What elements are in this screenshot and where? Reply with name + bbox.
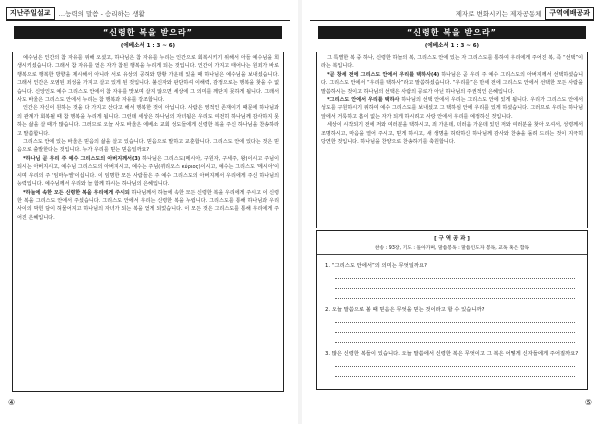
paragraph: 예수님은 인간의 참 자유를 위해 오셨고, 하나님은 참 자유를 누리는 인간으로 회복시키기 위해서 아들 예수님을 희생시키셨습니다. 그래서 참 자유를 얻은 자가 참된 행복을 누리게 되는 것입니다. 인간이 가지고 태어나는 원죄가 바로 행복으로 행복한 방향을 제시해서 아니라 서로 유상의 공허와 방황 가운데 있을 때 하나님은 예수님을 보내셨습니다. 그래서 인간은 오염된 죄성을 가지고 살고 있게 된 것입니다. 불신자와 판단하셔 이해력, 감정으로는 행복을 찾을 수 없습니다. 신앙인도 예수 그리스도 안에서 참 자유를 맛보며 살지 않으면 세상에 그 의미를 깨닫지 못하게 됩니다. 그래서 사도 바울은 그리스도 안에서 누리는 참 행복과 자유를 강조합니다. (17, 55, 279, 104)
right-sermon-title: “신령한 복을 받으라” (318, 26, 586, 39)
right-page (304, 0, 600, 424)
right-header-rule (310, 20, 594, 21)
paragraph: 그 특별한 복 중 하나, 신령한 하늘의 복, 그리스도 안에 있는 자 그리스도를 통하여 우리에게 주어진 복, 즉 “선택”이라는 복입니다. (321, 55, 583, 70)
left-scripture-ref: (에베소서 1 : 3 ~ 6) (120, 43, 176, 49)
bullet-paragraph (17, 189, 279, 223)
answer-line[interactable] (335, 293, 575, 299)
answer-line[interactable] (335, 361, 575, 367)
answer-line[interactable] (335, 327, 575, 333)
left-sermon-body (12, 52, 284, 392)
study-guide-box (316, 230, 588, 390)
left-header-rule (6, 20, 290, 21)
bullet-heading: *하나님 곧 우리 주 예수 그리스도의 아버지께서(3) (23, 155, 141, 162)
answer-line[interactable] (335, 273, 575, 279)
right-header (452, 6, 594, 20)
right-sermon-body (316, 52, 588, 228)
question-2: 2. 오늘 말씀으로 볼 때 믿음은 무엇을 믿는 것이라고 할 수 있습니까? (325, 307, 485, 313)
paragraph: 세상이 시작되기 전에 저와 여러분을 택하시고, 죄 가운데, 더러움 가운데 있던 저와 여러분을 찾아 오셔서, 성령께서 조명하시고, 마음을 열어 주시고, 믿게 하시고, 새 생명을 허락하신 하나님께 감사와 찬송을 돌려 드리는 것이 지극히 당연한 것입니다. 하나님을 찬양으로 찬송하기를 축원합니다. (321, 122, 583, 146)
right-page-number (585, 398, 592, 407)
left-header (6, 6, 149, 20)
bullet-heading: *곧 창세 전에 그리스도 안에서 우리를 택하사(4) (327, 71, 440, 78)
right-header-box: 구역예배공과 (545, 7, 594, 20)
left-sermon-title: “신령한 복을 받으라” (14, 26, 282, 39)
question-3: 3. 많은 신령한 복들이 있습니다. 오늘 말씀에서 신령한 복은 무엇이고 그 복은 어떻게 신자들에게 주어질까요? (325, 351, 579, 357)
answer-line[interactable] (335, 317, 575, 323)
left-header-box: 지난주일설교 (6, 7, 55, 20)
paragraph: 그리스도 안에 있는 바울은 믿음의 삶을 살고 있습니다. 믿음으로 말하고 교훈합니다. 그리스도 안에 있다는 것은 믿음으로 출발한다는 것입니다. 누가 우리를 믿는 믿음일까요? (17, 139, 279, 154)
bullet-heading: *하늘에 속한 모든 신령한 복을 우리에게 주시되 (23, 189, 130, 196)
answer-line[interactable] (335, 337, 575, 343)
bullet-text: 하나님의 선택 안에서 우리는 그리스도 안에 있게 됩니다. 우리가 그리스도 안에서 성도를 구원하시기 위하여 예수 그리스도를 보내셨고 그 택하심 안에 우리를 있게 하셨습니다. 그러므로 우리는 하나님 앞에서 거룩하고 흠이 없는 자가 되게 하시려고 사랑 안에서 우리를 예정하신 것입니다. (321, 97, 583, 120)
study-guide-title: [ 구 역 공 과 ] (434, 236, 470, 242)
bullet-text: 하나님께서 하늘에 속한 모든 신령한 복을 우리에게 주시고 이 신령한 복을 그리스도 안에서 주셨습니다. 그리스도 안에서 우리는 신령한 복을 누립니다. 그리스도를 통해 하나님과 우리 사이의 막힌 담이 허물어지고 하나님의 자녀가 되는 복을 얻게 되었습니다. 이 모든 것은 그리스도를 통해 우리에게 주어진 은혜입니다. (17, 189, 280, 221)
page-number-text: ④ (8, 398, 16, 407)
bullet-heading: *그리스도 안에서 우리를 택하사 (327, 97, 400, 104)
left-page-number (8, 398, 15, 407)
bullet-text: 하나님은 곧 우리 주 예수 그리스도의 아버지께서 선택하셨습니다. 그리스도 안에서 “우리를 택하사”라고 말씀하셨습니다. “우리를”은 만세 전에 그리스도 안에서 선택한 모든 사람을 말씀하시는 것이고 하나님의 선택은 사람의 공로가 아닌 하나님의 주권적인 은혜입니다. (321, 71, 583, 95)
left-page (0, 0, 296, 424)
answer-line[interactable] (335, 283, 575, 289)
study-guide-meta: 찬송 : 93장, 기도 : 돌아가며, 말씀봉독 : 말씀인도자 봉독, 교독 혹은 합독 (317, 244, 587, 255)
page-gutter (298, 0, 302, 424)
bullet-paragraph (321, 96, 583, 121)
page-number-text: ⑤ (584, 398, 592, 407)
question-1: 1. “그리스도 안에서”의 의미는 무엇일까요? (325, 263, 427, 269)
bullet-paragraph (17, 155, 279, 189)
right-header-text: 제자로 변화시키는 제자공동체 (455, 9, 542, 18)
paragraph: 인간은 자신이 원하는 것을 다 가지고 산다고 해서 행복한 것이 아닙니다. 사람은 영적인 존재이기 때문에 하나님과의 관계가 회복될 때 참 행복을 누리게 됩니다. 그런데 세상은 하나님의 자녀됨은 우리도 여전히 하나님께 감사하지 못하는 삶을 살 때가 많습니다. 그러므로 오늘 사도 바울은 에베소 교회 성도들에게 신령한 복을 주신 하나님을 찬송하라고 말씀합니다. (17, 105, 279, 137)
left-header-text: …능력의 말씀 - 승리하는 생활 (58, 9, 145, 18)
right-scripture-ref: (에베소서 1 : 3 ~ 6) (424, 43, 480, 49)
bullet-text: 하나님은 그리스도(메시아, 구원자, 구세주, 왕)이시고 주님이 되시는 아버지시고, 예수님 그리스도의 아버지시고, 예수는 주님(퀴리오스 κύριος)이시고, 예수는 그리스도 '메시아'이시며 우리의 주 '임마누엘'이십니다. 이 임명한 모든 사람들은 주 예수 그리스도의 아버지께서 우리에게 주신 하나님의 능력입니다. 예수님께서 우리와 늘 함께 하시는 하나님의 은혜입니다. (17, 155, 279, 188)
answer-line[interactable] (335, 371, 575, 377)
bullet-paragraph (321, 71, 583, 96)
